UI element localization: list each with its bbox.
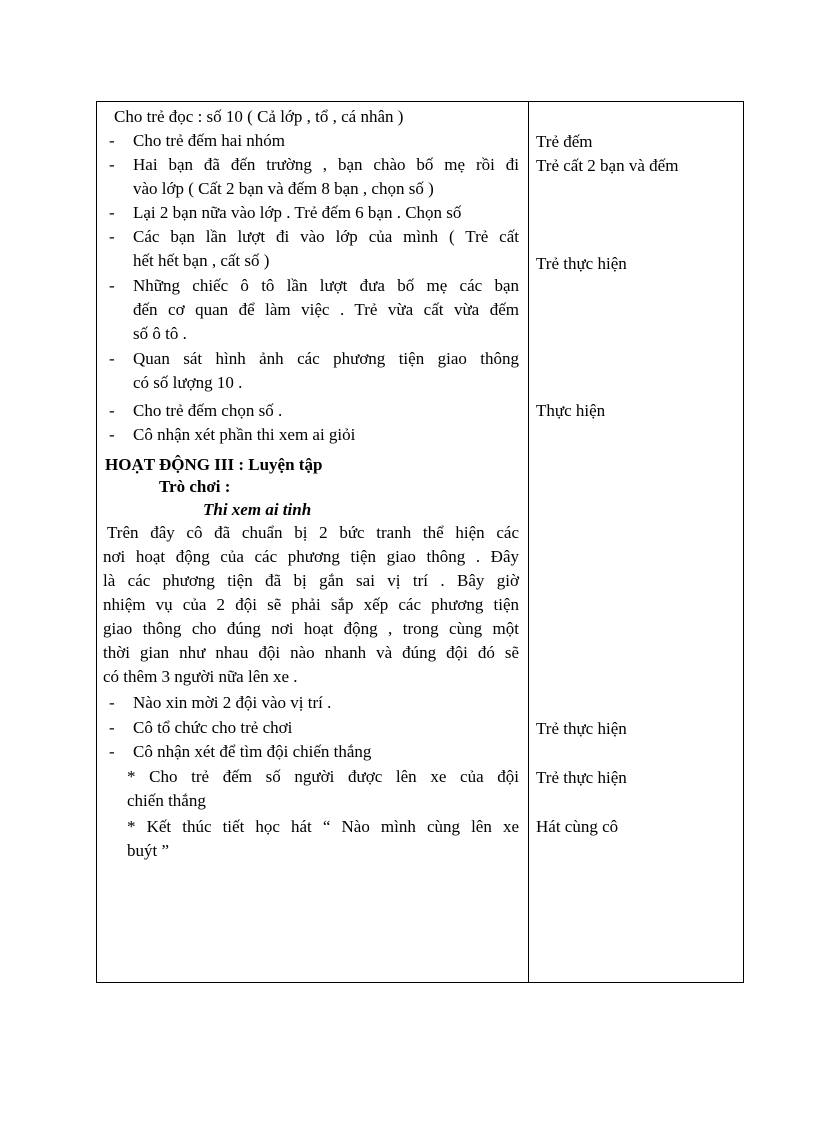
bullet-dash: - <box>109 425 115 444</box>
right-note: Trẻ đếm <box>536 132 593 151</box>
list-item: Cho trẻ đếm chọn số . <box>133 401 283 420</box>
right-note: Trẻ cất 2 bạn và đếm <box>536 156 679 175</box>
bullet-dash: - <box>109 155 115 174</box>
list-item-continued: số ô tô . <box>133 324 187 343</box>
star-note-continued: chiến thắng <box>127 791 206 810</box>
list-item: Cô tổ chức cho trẻ chơi <box>133 718 293 737</box>
list-item-continued: có số lượng 10 . <box>133 373 243 392</box>
intro-line: Cho trẻ đọc : số 10 ( Cả lớp , tổ , cá nhân ) <box>114 107 404 126</box>
bullet-dash: - <box>109 227 115 246</box>
paragraph-line: thời gian như nhau đội nào nhanh và đúng đội đó sẽ <box>103 643 519 662</box>
game-name: Thi xem ai tinh <box>203 500 312 519</box>
column-divider <box>528 102 529 982</box>
section-heading: HOẠT ĐỘNG III : Luyện tập <box>105 455 323 474</box>
list-item: Lại 2 bạn nữa vào lớp . Trẻ đếm 6 bạn . Chọn số <box>133 203 462 222</box>
list-item: Nào xin mời 2 đội vào vị trí . <box>133 693 332 712</box>
bullet-dash: - <box>109 349 115 368</box>
paragraph-line: nơi hoạt động của các phương tiện giao thông . Đây <box>103 547 519 566</box>
paragraph-line: nhiệm vụ của 2 đội sẽ phải sắp xếp các phương tiện <box>103 595 519 614</box>
list-item: Cô nhận xét để tìm đội chiến thắng <box>133 742 372 761</box>
list-item: Cho trẻ đếm hai nhóm <box>133 131 286 150</box>
bullet-dash: - <box>109 276 115 295</box>
bullet-dash: - <box>109 131 115 150</box>
star-note: * Kết thúc tiết học hát “ Nào mình cùng lên xe <box>127 817 519 836</box>
paragraph-line: là các phương tiện đã bị gắn sai vị trí . Bây giờ <box>103 571 519 590</box>
paragraph-line: giao thông cho đúng nơi hoạt động , trong cùng một <box>103 619 519 638</box>
bullet-dash: - <box>109 203 115 222</box>
game-label: Trò chơi : <box>159 477 231 496</box>
right-note: Trẻ thực hiện <box>536 719 627 738</box>
list-item: Quan sát hình ảnh các phương tiện giao thông <box>133 349 519 368</box>
list-item-continued: vào lớp ( Cất 2 bạn và đếm 8 bạn , chọn số ) <box>133 179 434 198</box>
paragraph-line: Trên đây cô đã chuẩn bị 2 bức tranh thể hiện các <box>107 523 519 542</box>
bullet-dash: - <box>109 718 115 737</box>
list-item: Cô nhận xét phần thi xem ai giỏi <box>133 425 356 444</box>
star-note-continued: buýt ” <box>127 841 170 860</box>
list-item-continued: đến cơ quan để làm việc . Trẻ vừa cất vừa đếm <box>133 300 519 319</box>
lesson-table <box>96 101 744 983</box>
list-item-continued: hết hết bạn , cất số ) <box>133 251 270 270</box>
star-note: * Cho trẻ đếm số người được lên xe của đội <box>127 767 519 786</box>
bullet-dash: - <box>109 401 115 420</box>
right-note: Trẻ thực hiện <box>536 768 627 787</box>
bullet-dash: - <box>109 693 115 712</box>
right-note: Trẻ thực hiện <box>536 254 627 273</box>
list-item: Hai bạn đã đến trường , bạn chào bố mẹ rồi đi <box>133 155 519 174</box>
right-note: Hát cùng cô <box>536 817 619 836</box>
list-item: Những chiếc ô tô lần lượt đưa bố mẹ các bạn <box>133 276 519 295</box>
bullet-dash: - <box>109 742 115 761</box>
list-item: Các bạn lần lượt đi vào lớp của mình ( Trẻ cất <box>133 227 519 246</box>
right-note: Thực hiện <box>536 401 606 420</box>
paragraph-line: có thêm 3 người nữa lên xe . <box>103 667 298 686</box>
